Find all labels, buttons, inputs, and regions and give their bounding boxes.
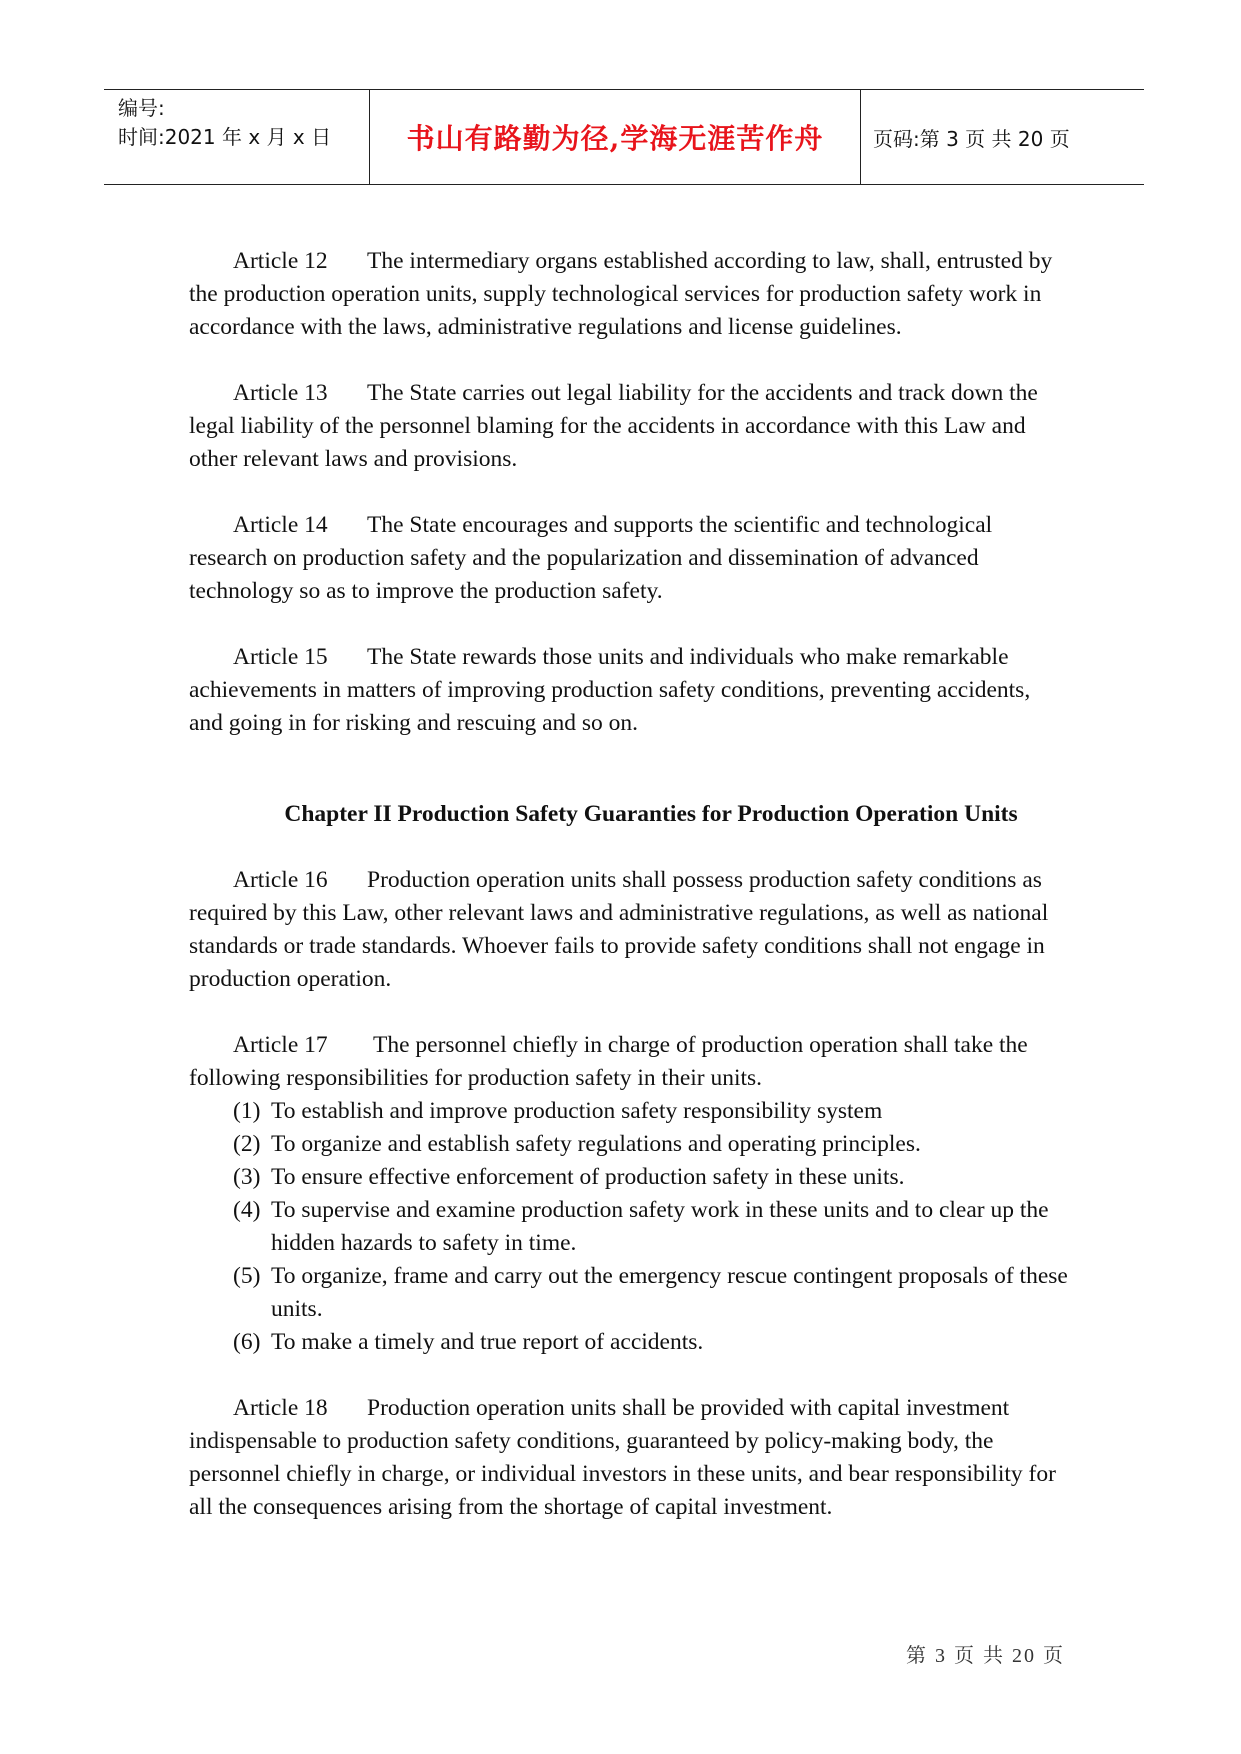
article-text: Production operation units shall be provided with capital investment indispensable to production safety conditions, guaranteed by policy-making body, the personnel chiefly in charge, or individual investors in these units, and bear responsibility for all the consequences arising from the shortage of capital investment.: [189, 1395, 1056, 1520]
article-number: Article 16: [233, 867, 328, 893]
article-paragraph: [189, 377, 1069, 476]
header-meta: [104, 90, 370, 184]
list-item-number: (4): [233, 1197, 261, 1223]
article-text: The intermediary organs established according to law, shall, entrusted by the production operation units, supply technological services for production safety work in accordance with the laws, administrative regulations and license guidelines.: [189, 248, 1053, 340]
list-item-number: (3): [233, 1164, 261, 1190]
list-item: [233, 1194, 1069, 1260]
article-paragraph: [189, 1392, 1069, 1524]
document-body: [189, 245, 1069, 1557]
list-item-number: (2): [233, 1131, 261, 1157]
article-number: Article 12: [233, 248, 328, 274]
list-item: [233, 1128, 1069, 1161]
header-page-code: 页码:第 3 页 共 20 页: [873, 126, 1070, 151]
list-item-text: To organize and establish safety regulations and operating principles.: [271, 1131, 921, 1157]
article-text: Production operation units shall possess production safety conditions as required by this Law, other relevant laws and administrative regulations, as well as national standards or trade standards. Whoever fails to provide safety conditions shall not engage in production operation.: [189, 867, 1049, 992]
list-item-number: (5): [233, 1263, 261, 1289]
document-number-label: 编号:: [118, 96, 165, 120]
list-item-text: To establish and improve production safety responsibility system: [271, 1098, 883, 1124]
list-item-text: To organize, frame and carry out the emergency rescue contingent proposals of these units.: [271, 1263, 1068, 1322]
header-motto: 书山有路勤为径,学海无涯苦作舟: [370, 90, 861, 184]
chapter-heading: Chapter II Production Safety Guaranties for Production Operation Units: [284, 801, 1018, 827]
list-item: [233, 1260, 1069, 1326]
list-item: [233, 1095, 1069, 1128]
article-text: The State carries out legal liability for the accidents and track down the legal liability of the personnel blaming for the accidents in accordance with this Law and other relevant laws and provisions.: [189, 380, 1038, 472]
responsibility-list: [233, 1095, 1069, 1359]
list-item: [233, 1161, 1069, 1194]
document-time-label: 时间:2021 年 x 月 x 日: [118, 125, 332, 149]
article-number: Article 13: [233, 380, 328, 406]
page-footer: 第 3 页 共 20 页: [906, 1645, 1065, 1667]
list-item: [233, 1326, 1069, 1359]
article-paragraph: [189, 641, 1069, 740]
article-text: The State rewards those units and individuals who make remarkable achievements in matters of improving production safety conditions, preventing accidents, and going in for risking and rescuing and so on.: [189, 644, 1031, 736]
article-paragraph: [189, 864, 1069, 996]
article-number: Article 18: [233, 1395, 328, 1421]
article-paragraph: [189, 509, 1069, 608]
article-number: Article 15: [233, 644, 328, 670]
article-paragraph: [189, 1029, 1069, 1095]
article-paragraph: [189, 245, 1069, 344]
list-item-number: (6): [233, 1329, 261, 1355]
article-text: The personnel chiefly in charge of production operation shall take the following responsibilities for production safety in their units.: [189, 1032, 1028, 1091]
list-item-number: (1): [233, 1098, 261, 1124]
list-item-text: To supervise and examine production safety work in these units and to clear up the hidden hazards to safety in time.: [271, 1197, 1049, 1256]
page-header: [104, 89, 1144, 185]
article-number: Article 14: [233, 512, 328, 538]
article-text: The State encourages and supports the scientific and technological research on production safety and the popularization and dissemination of advanced technology so as to improve the production safety.: [189, 512, 993, 604]
article-number: Article 17: [233, 1032, 328, 1058]
list-item-text: To make a timely and true report of accidents.: [271, 1329, 704, 1355]
list-item-text: To ensure effective enforcement of production safety in these units.: [271, 1164, 905, 1190]
